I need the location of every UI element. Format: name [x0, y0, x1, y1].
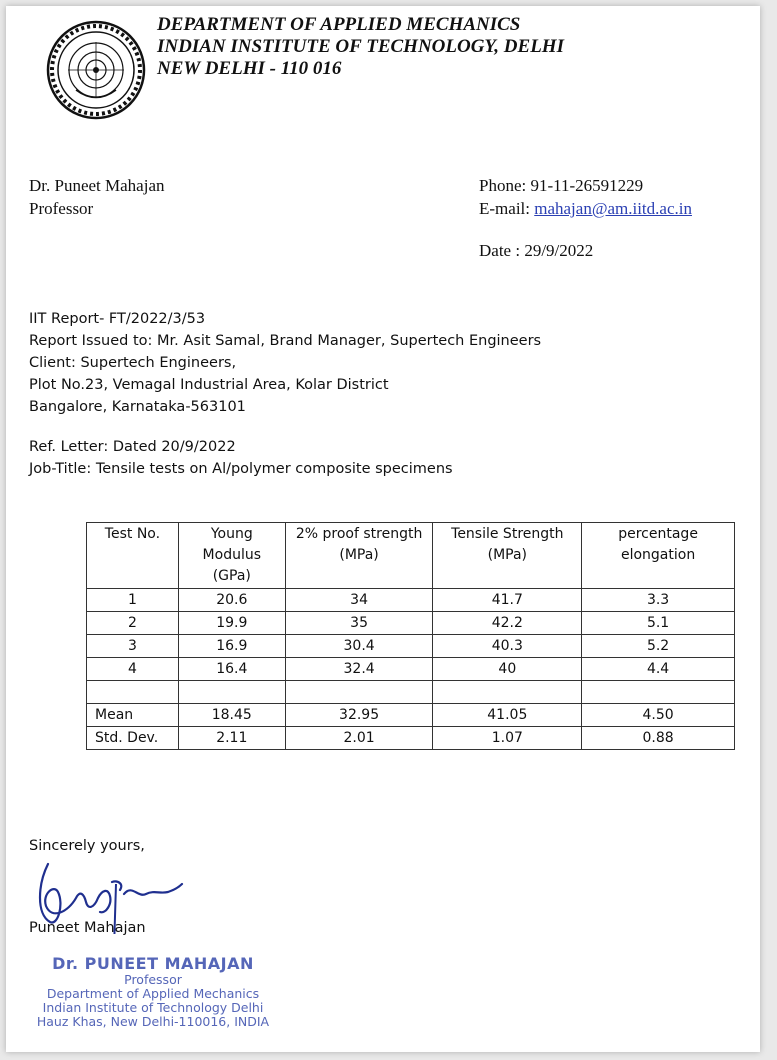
table-cell: 3 — [87, 635, 179, 658]
table-cell: 30.4 — [285, 635, 433, 658]
table-cell: 20.6 — [178, 589, 285, 612]
table-cell: 16.9 — [178, 635, 285, 658]
table-row-std-dev — [87, 727, 735, 750]
professor-stamp — [28, 954, 278, 1029]
table-row — [87, 612, 735, 635]
sender-block — [29, 174, 165, 220]
sender-name: Dr. Puneet Mahajan — [29, 176, 165, 195]
table-cell: 5.2 — [582, 635, 735, 658]
letterhead-department: DEPARTMENT OF APPLIED MECHANICS — [157, 14, 521, 35]
table-cell: 41.7 — [433, 589, 582, 612]
date-line: Date : 29/9/2022 — [479, 241, 594, 260]
report-issued-to: Report Issued to: Mr. Asit Samal, Brand Manager, Supertech Engineers — [29, 333, 542, 349]
table-cell: 40 — [433, 658, 582, 681]
report-info — [29, 308, 541, 418]
stamp-department: Department of Applied Mechanics — [46, 986, 260, 1001]
table-cell: 35 — [285, 612, 433, 635]
table-cell: Std. Dev. — [87, 727, 179, 750]
table-cell — [285, 681, 433, 704]
table-cell: 34 — [285, 589, 433, 612]
table-cell: 1.07 — [433, 727, 582, 750]
table-cell: 1 — [87, 589, 179, 612]
table-cell — [582, 681, 735, 704]
contact-block — [479, 174, 692, 220]
email-line — [479, 197, 692, 220]
client-address-line2: Bangalore, Karnataka-563101 — [29, 399, 246, 415]
table-cell: 16.4 — [178, 658, 285, 681]
table-cell: 2 — [87, 612, 179, 635]
stamp-title: Professor — [124, 972, 182, 987]
table-cell: 5.1 — [582, 612, 735, 635]
table-cell — [433, 681, 582, 704]
table-cell: 2.01 — [285, 727, 433, 750]
table-cell: 41.05 — [433, 704, 582, 727]
table-cell — [87, 681, 179, 704]
signatory-name: Puneet Mahajan — [29, 920, 146, 936]
stamp-address: Hauz Khas, New Delhi-110016, INDIA — [36, 1014, 270, 1029]
table-row — [87, 589, 735, 612]
table-row — [87, 635, 735, 658]
table-cell: 18.45 — [178, 704, 285, 727]
reference-info — [29, 436, 453, 480]
table-header-row — [87, 523, 735, 589]
letterhead-institute: INDIAN INSTITUTE OF TECHNOLOGY, DELHI — [157, 36, 564, 57]
table-cell: 2.11 — [178, 727, 285, 750]
header-young-modulus: Young Modulus (GPa) — [178, 523, 285, 589]
table-cell: 3.3 — [582, 589, 735, 612]
phone-line: Phone: 91-11-26591229 — [479, 176, 644, 195]
table-cell: 4.4 — [582, 658, 735, 681]
table-cell: 42.2 — [433, 612, 582, 635]
results-table — [86, 522, 735, 750]
client-name: Client: Supertech Engineers, — [29, 355, 237, 371]
table-row-mean — [87, 704, 735, 727]
table-cell: 32.95 — [285, 704, 433, 727]
ref-letter: Ref. Letter: Dated 20/9/2022 — [29, 439, 236, 455]
table-cell: 4 — [87, 658, 179, 681]
report-number: IIT Report- FT/2022/3/53 — [29, 311, 206, 327]
table-cell: 4.50 — [582, 704, 735, 727]
table-row-empty — [87, 681, 735, 704]
table-cell: 0.88 — [582, 727, 735, 750]
table-row — [87, 658, 735, 681]
sender-title: Professor — [29, 199, 94, 218]
table-cell: 19.9 — [178, 612, 285, 635]
header-test-no: Test No. — [87, 523, 179, 589]
stamp-institute: Indian Institute of Technology Delhi — [42, 1000, 264, 1015]
table-cell: 40.3 — [433, 635, 582, 658]
stamp-name: Dr. PUNEET MAHAJAN — [52, 954, 254, 973]
header-proof-strength: 2% proof strength (MPa) — [285, 523, 433, 589]
email-label: E-mail: — [479, 199, 535, 218]
table-cell — [178, 681, 285, 704]
client-address-line1: Plot No.23, Vemagal Industrial Area, Kolar District — [29, 377, 389, 393]
closing-salutation: Sincerely yours, — [29, 838, 145, 854]
letterhead-city: NEW DELHI - 110 016 — [157, 58, 342, 79]
letter-page — [6, 6, 760, 1052]
email-link[interactable]: mahajan@am.iitd.ac.in — [534, 199, 692, 218]
header-tensile-strength: Tensile Strength (MPa) — [433, 523, 582, 589]
iit-delhi-emblem-icon — [46, 20, 146, 120]
table-cell: Mean — [87, 704, 179, 727]
header-elongation: percentage elongation — [582, 523, 735, 589]
letterhead — [157, 14, 564, 80]
job-title: Job-Title: Tensile tests on Al/polymer composite specimens — [29, 461, 453, 477]
table-cell: 32.4 — [285, 658, 433, 681]
